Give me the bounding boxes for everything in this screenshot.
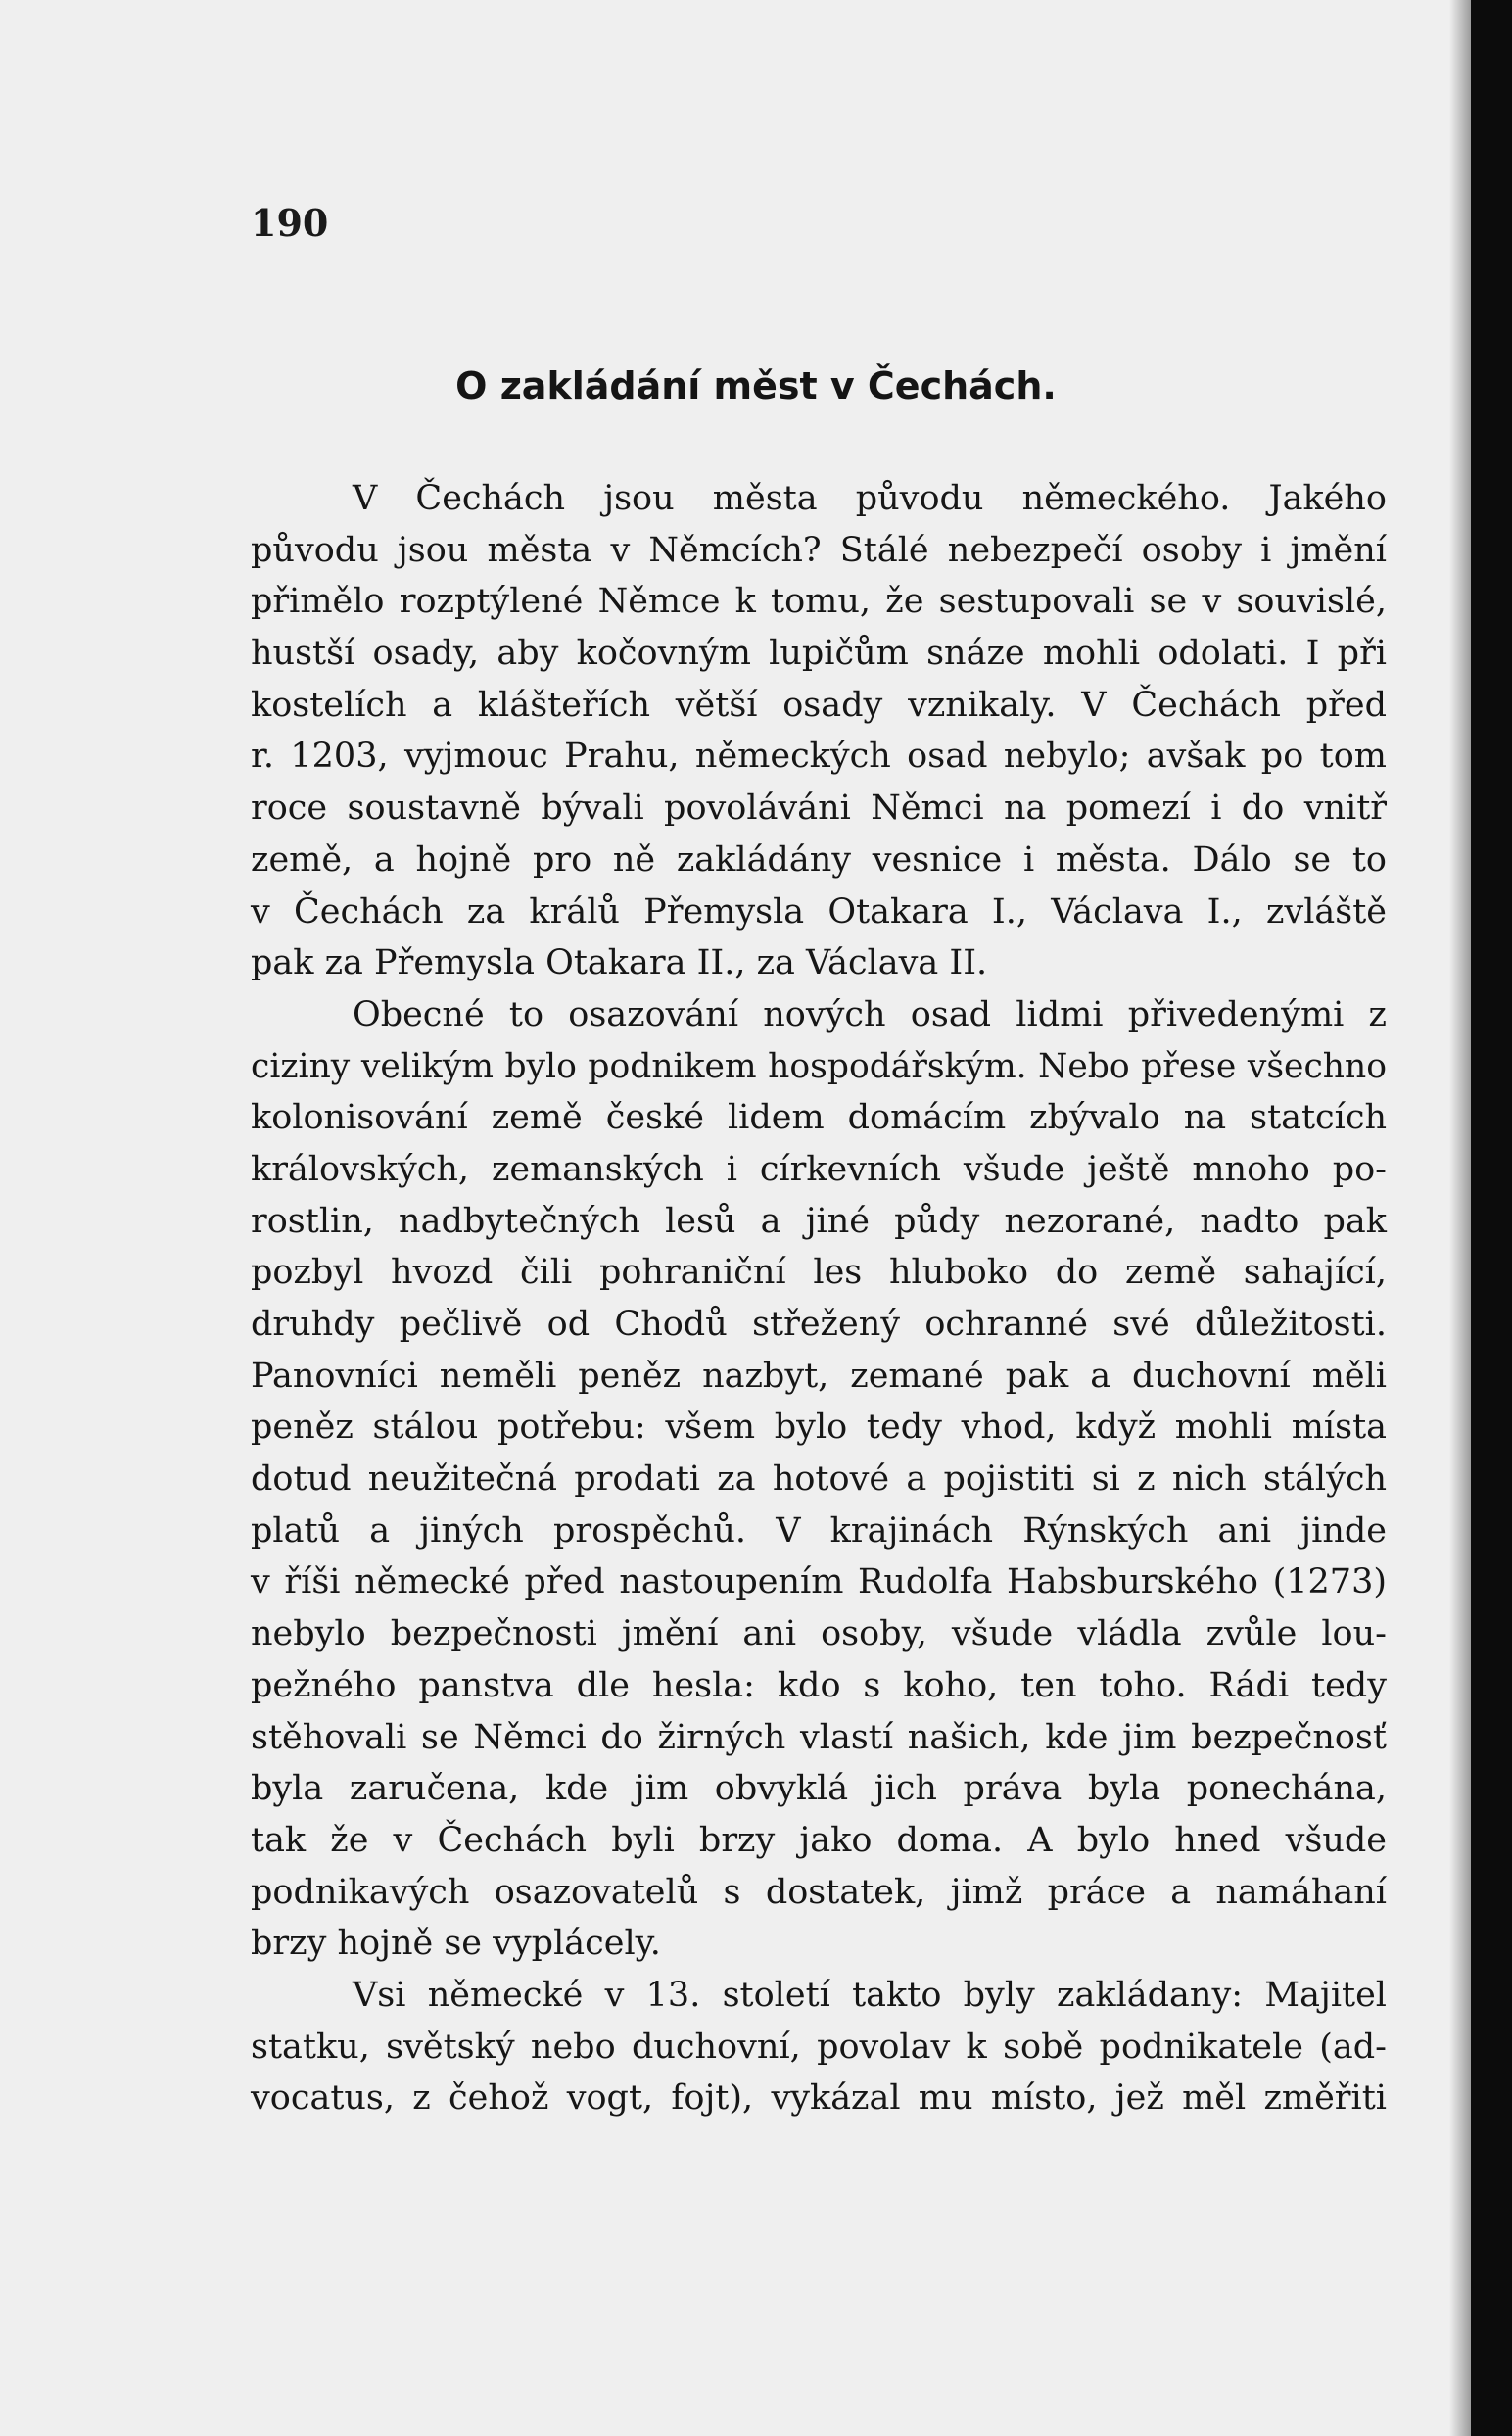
text-line: hustší osady, aby kočovným lupičům snáze mohli odolati. I při [251, 634, 1387, 674]
text-line: roce soustavně bývali povoláváni Němci na pomezí i do vnitř [251, 788, 1387, 829]
text-line: kostelích a klášteřích větší osady vznikaly. V Čechách před [251, 685, 1387, 725]
text-line: nebylo bezpečnosti jmění ani osoby, všude vládla zvůle lou- [251, 1614, 1387, 1654]
text-line: pak za Přemysla Otakara II., za Václava II. [251, 943, 988, 983]
text-line: podnikavých osazovatelů s dostatek, jimž práce a namáhaní [251, 1872, 1387, 1912]
page-number: 190 [251, 201, 329, 245]
text-line: brzy hojně se vyplácely. [251, 1924, 661, 1964]
chapter-title: O zakládání měst v Čechách. [455, 364, 1057, 407]
text-line: v Čechách za králů Přemysla Otakara I., Václava I., zvláště [251, 891, 1387, 931]
text-line: byla zaručena, kde jim obvyklá jich práva byla ponechána, [251, 1769, 1387, 1809]
text-line: pežného panstva dle hesla: kdo s koho, ten toho. Rádi tedy [251, 1665, 1387, 1705]
text-line: druhdy pečlivě od Chodů střežený ochranné své důležitosti. [251, 1305, 1387, 1344]
text-line: dotud neužitečná prodati za hotové a pojistiti si z nich stálých [251, 1459, 1387, 1500]
text-line: královských, zemanských i církevních všude ještě mnoho po- [251, 1149, 1387, 1189]
text-line: Obecné to osazování nových osad lidmi přivedenými z [353, 994, 1387, 1034]
text-line: platů a jiných prospěchů. V krajinách Rýnských ani jinde [251, 1510, 1387, 1551]
text-line: Vsi německé v 13. století takto byly zakládany: Majitel [353, 1975, 1387, 2015]
text-line: pozbyl hvozd čili pohraniční les hluboko do země sahající, [251, 1253, 1387, 1293]
text-line: r. 1203, vyjmouc Prahu, německých osad nebylo; avšak po tom [251, 737, 1387, 777]
body-text [251, 473, 1387, 2125]
text-line: statku, světský nebo duchovní, povolav k sobě podnikatele (ad- [251, 2027, 1387, 2067]
text-line: přimělo rozptýlené Němce k tomu, že sestupovali se v souvislé, [251, 582, 1387, 622]
text-line: vocatus, z čehož vogt, fojt), vykázal mu místo, jež měl změřiti [251, 2078, 1387, 2119]
text-line: původu jsou města v Němcích? Stálé nebezpečí osoby i jmění [251, 530, 1387, 570]
text-line: stěhovali se Němci do žirných vlastí našich, kde jim bezpečnosť [251, 1717, 1387, 1757]
text-line: tak že v Čechách byli brzy jako doma. A bylo hned všude [251, 1820, 1387, 1860]
text-line: Panovníci neměli peněz nazbyt, zemané pak a duchovní měli [251, 1356, 1387, 1396]
text-line: peněz stálou potřebu: všem bylo tedy vhod, když mohli místa [251, 1408, 1387, 1448]
text-line: v říši německé před nastoupením Rudolfa Habsburského (1273) [251, 1562, 1387, 1602]
text-line: ciziny velikým bylo podnikem hospodářským. Nebo přese všechno [251, 1046, 1387, 1086]
text-line: kolonisování země české lidem domácím zbývalo na statcích [251, 1098, 1387, 1138]
text-line: země, a hojně pro ně zakládány vesnice i města. Dálo se to [251, 839, 1387, 880]
text-line: rostlin, nadbytečných lesů a jiné půdy nezorané, nadto pak [251, 1201, 1387, 1241]
text-line: V Čechách jsou města původu německého. Jakého [353, 479, 1387, 518]
